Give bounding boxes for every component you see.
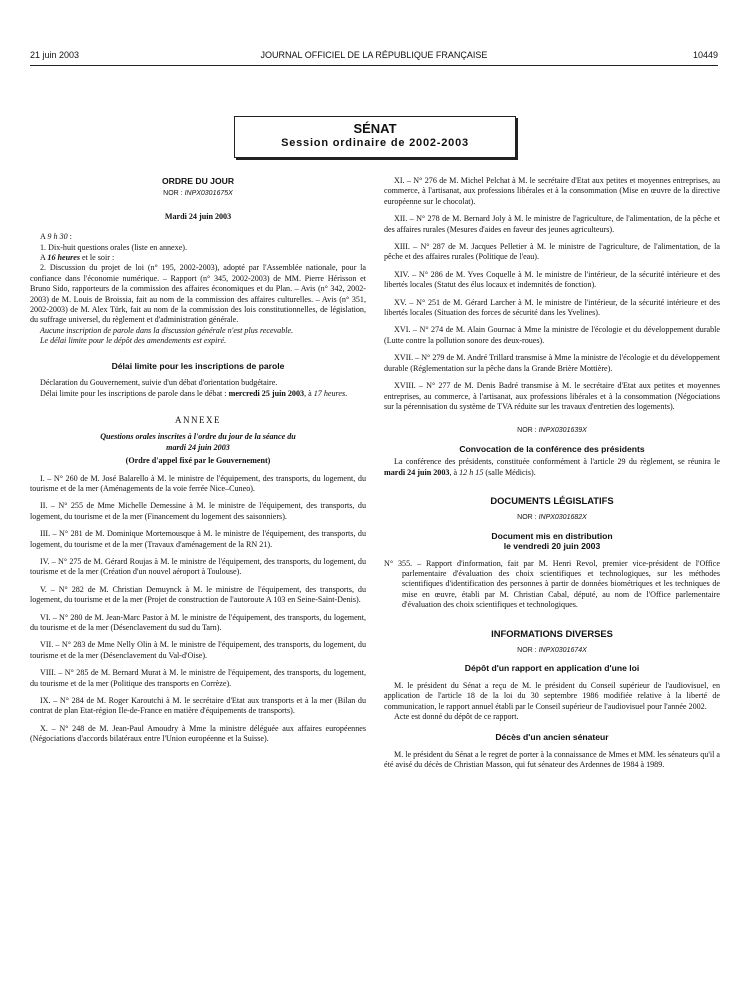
deces-text: M. le président du Sénat a le regret de porter à la connaissance de Mmes et MM. les sénateurs qu'il a été avisé du décès de Christian Masson, qui fut sénateur des Ardennes de 1984 à 1989. <box>384 749 720 770</box>
questions-heading: Questions orales inscrites à l'ordre du jour de la séance du mardi 24 juin 2003 <box>100 432 296 452</box>
right-column <box>384 176 720 771</box>
question-item: VIII. – N° 285 de M. Bernard Murat à M. le ministre de l'équipement, des transports, du logement, du tourisme et de la mer (Politique des transports en Corrèze). <box>30 668 366 688</box>
question-item: VI. – N° 280 de M. Jean-Marc Pastor à M. le ministre de l'équipement, des transports, du logement, du tourisme et de la mer (Désenclavement du sud du Tarn). <box>30 612 366 632</box>
nor-reference-3: NOR : INPX0301682X <box>517 514 587 522</box>
question-item: XVIII. – N° 277 de M. Denis Badré transmise à M. le secrétaire d'Etat aux petites et moyennes entreprises, au commerce, à l'artisanat, aux professions libérales et à la consommation (Négociations sur la pérennisation du système de TVA réduite sur les travaux d'entretien des logements). <box>384 381 720 411</box>
question-item: III. – N° 281 de M. Dominique Mortemousque à M. le ministre de l'équipement, des transports, du logement, du tourisme et de la mer (Travaux d'aménagement de la RN 21). <box>30 529 366 549</box>
informations-heading: INFORMATIONS DIVERSES <box>491 627 613 639</box>
documents-heading: DOCUMENTS LÉGISLATIFS <box>490 494 614 506</box>
title-box <box>234 116 516 158</box>
depot-text: M. le président du Sénat a reçu de M. le président du Conseil supérieur de l'audiovisuel, en application de l'article 18 de la loi du 30 septembre 1986 modifiée relative à la liberté de communication, le rapport annuel établi par le Conseil supérieur de l'audiovisuel pour l'année 2002. <box>384 680 720 711</box>
left-column <box>30 176 366 752</box>
agenda-item-2: 2. Discussion du projet de loi (n° 195, 2002-2003), adopté par l'Assemblée nationale, pour la confiance dans l'économie numérique. – Rapport (n° 345, 2002-2003) de MM. Pierre Hérisson et Bruno Sido, rapporteurs de la commission des affaires économiques et du Plan. – Avis (n° 342, 2002-2003) de M. Louis de Broissia, fait au nom de la commission des affaires culturelles. – Avis (n° 351, 2002-2003) de M. Alex Türk, fait au nom de la commission des lois constitutionnelles, de législation, du suffrage universel, du règlement et d'administration générale. <box>30 263 366 325</box>
note-inscription: Aucune inscription de parole dans la discussion générale n'est plus recevable. <box>40 325 294 335</box>
page-header <box>30 50 718 64</box>
question-item: X. – N° 248 de M. Jean-Paul Amoudry à Mme la ministre déléguée aux affaires européennes (Négociations d'accords bilatéraux entre l'Union européenne et la Suisse). <box>30 723 366 744</box>
question-item: XI. – N° 276 de M. Michel Pelchat à M. le secrétaire d'Etat aux petites et moyennes entreprises, au commerce, à l'artisanat, aux professions libérales et à la consommation (Mise en œuvre de la directive européenne sur le chocolat). <box>384 176 720 206</box>
agenda-item-1: 1. Dix-huit questions orales (liste en annexe). <box>40 242 187 252</box>
delai-declaration: Déclaration du Gouvernement, suivie d'un débat d'orientation budgétaire. <box>40 378 278 388</box>
question-item: I. – N° 260 de M. José Balarello à M. le ministre de l'équipement, des transports, du logement, du tourisme et de la mer (Aménagements de la voie ferrée Nice–Cuneo). <box>30 473 366 493</box>
ordre-appel: (Ordre d'appel fixé par le Gouvernement) <box>125 456 271 466</box>
question-item: XIII. – N° 287 de M. Jacques Pelletier à M. le ministre de l'agriculture, de l'alimentation, de la pêche et des affaires rurales (Politique de l'eau). <box>384 242 720 262</box>
question-item: IV. – N° 275 de M. Gérard Roujas à M. le ministre de l'équipement, des transports, du logement, du tourisme et de la mer (Création d'un nouvel aéroport à Toulouse). <box>30 556 366 577</box>
delai-heading: Délai limite pour les inscriptions de parole <box>111 360 285 371</box>
title-senat: SÉNAT <box>353 121 397 136</box>
seance-date: Mardi 24 juin 2003 <box>164 211 232 221</box>
question-item: II. – N° 255 de Mme Michelle Demessine à M. le ministre de l'équipement, des transports, du logement, du tourisme et de la mer (Financement du logement des saisonniers). <box>30 501 366 521</box>
title-session: Session ordinaire de 2002-2003 <box>281 137 469 149</box>
document-355: N° 355. – Rapport d'information, fait par M. Henri Revol, premier vice-président de l'Office parlementaire d'évaluation des choix scientifiques et technologiques, sur les méthodes scientifiques d'identification des personnes à partir de données biométriques et les techniques de mise en œuvre, établi par M. Christian Cabal, député, au nom de l'Office parlementaire d'évaluation des choix scientifiques et technologiques. <box>384 558 720 610</box>
document-subheading-2: le vendredi 20 juin 2003 <box>503 541 601 552</box>
header-date: 21 juin 2003 <box>30 50 80 60</box>
question-item: VII. – N° 283 de Mme Nelly Olin à M. le ministre de l'équipement, des transports, du logement, du tourisme et de la mer (Désenclavement du Val-d'Oise). <box>30 640 366 660</box>
convocation-text: La conférence des présidents, constituée conformément à l'article 29 du règlement, se réunira le mardi 24 juin 2003, à 12 h 15 (salle Médicis). <box>384 457 720 477</box>
document-subheading-1: Document mis en distribution <box>491 530 613 541</box>
convocation-heading: Convocation de la conférence des présidents <box>459 443 645 454</box>
nor-reference-1: NOR : INPX0301675X <box>163 190 233 198</box>
question-item: XII. – N° 278 de M. Bernard Joly à M. le ministre de l'agriculture, de l'alimentation, de la pêche et des affaires rurales (Mesures d'aides en faveur des jeunes agriculteurs). <box>384 214 720 234</box>
header-journal: JOURNAL OFFICIEL DE LA RÉPUBLIQUE FRANÇAISE <box>260 50 488 60</box>
header-page-number: 10449 <box>692 50 718 60</box>
question-item: IX. – N° 284 de M. Roger Karoutchi à M. le secrétaire d'Etat aux transports et à la mer (Bilan du contrat de plan Etat-région Ile-de-France en matière d'équipements de transports). <box>30 696 366 716</box>
question-item: XIV. – N° 286 de M. Yves Coquelle à M. le ministre de l'intérieur, de la sécurité intérieure et des libertés locales (Statut des élus locaux et indemnités de fonction). <box>384 269 720 290</box>
note-amendements: Le délai limite pour le dépôt des amendements est expiré. <box>40 336 227 346</box>
question-item: XVI. – N° 274 de M. Alain Gournac à Mme la ministre de l'écologie et du développement durable (Lutte contre la pollution sonore des deux-roues). <box>384 325 720 345</box>
depot-acte: Acte est donné du dépôt de ce rapport. <box>394 712 519 722</box>
delai-limite: Délai limite pour les inscriptions de parole dans le débat : mercredi 25 juin 2003, à 17 heures. <box>40 388 348 398</box>
question-item: XV. – N° 251 de M. Gérard Larcher à M. le ministre de l'intérieur, de la sécurité intérieure et des libertés locales (Situation des forces de sécurité dans les Yvelines). <box>384 297 720 318</box>
annexe-heading: ANNEXE <box>175 414 221 425</box>
time-16h: A 16 heures et le soir : <box>40 253 115 263</box>
header-rule <box>30 65 718 66</box>
question-item: XVII. – N° 279 de M. André Trillard transmise à Mme la ministre de l'écologie et du développement durable (Réglementation sur la pêche dans la Grande Brière Mottière). <box>384 353 720 373</box>
depot-heading: Dépôt d'un rapport en application d'une loi <box>464 663 640 674</box>
nor-reference-4: NOR : INPX0301674X <box>517 647 587 654</box>
question-item: V. – N° 282 de M. Christian Demuynck à M. le ministre de l'équipement, des transports, du logement, du tourisme et de la mer (Projet de construction de l'autoroute A 103 en Seine-Saint-Denis). <box>30 584 366 605</box>
ordre-du-jour-heading: ORDRE DU JOUR <box>161 176 235 186</box>
time-930: A 9 h 30 : <box>40 232 72 242</box>
deces-heading: Décès d'un ancien sénateur <box>495 732 609 743</box>
nor-reference-2: NOR : INPX0301639X <box>517 427 587 435</box>
